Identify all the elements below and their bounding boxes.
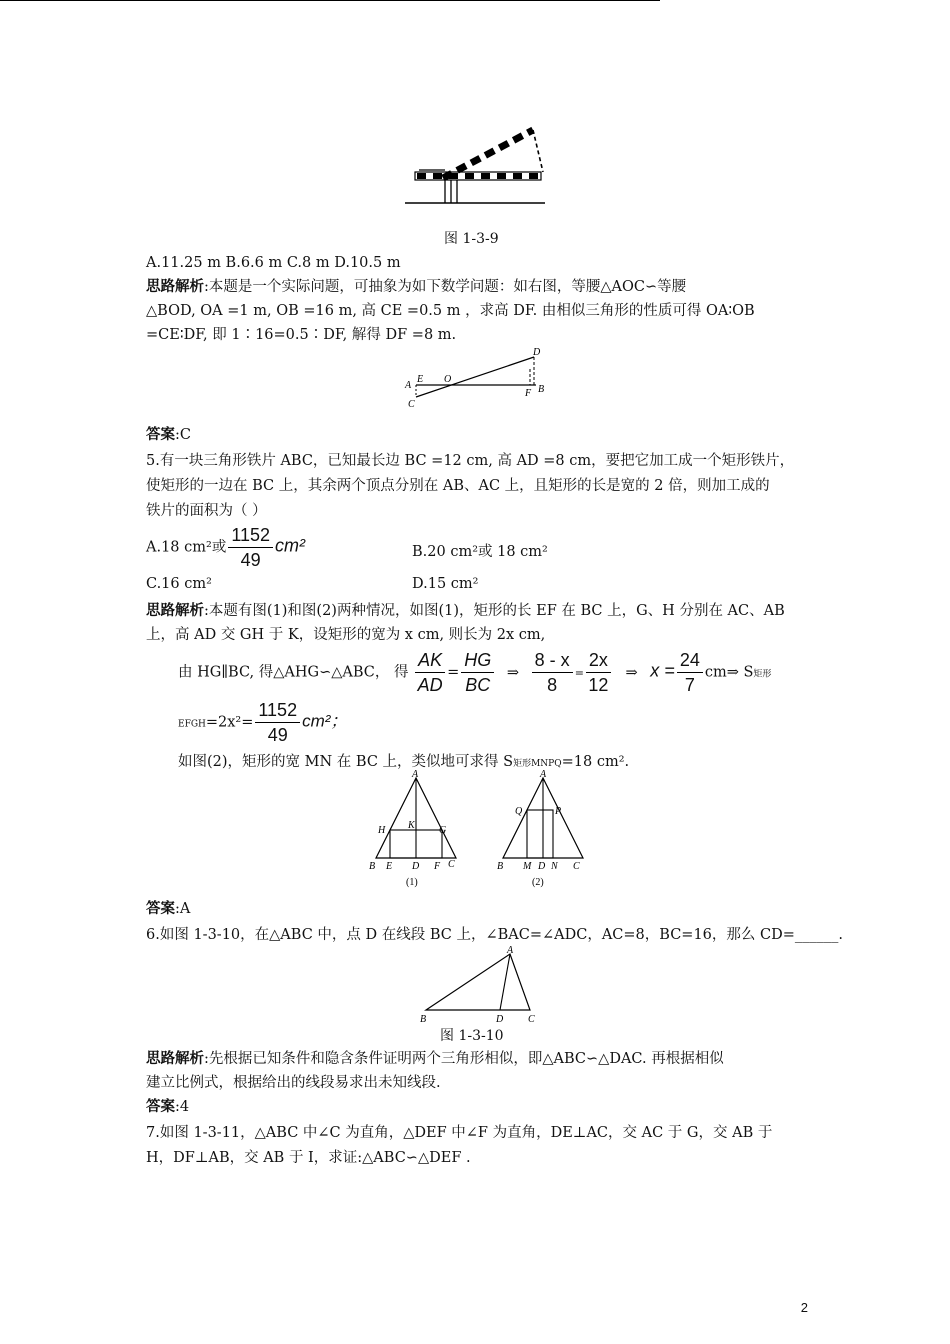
q4-options: A.11.25 m B.6.6 m C.8 m D.10.5 m [146, 255, 401, 271]
label-B: B [420, 1014, 427, 1025]
caption-2: (2) [532, 877, 544, 888]
figure-similar-triangles [404, 345, 554, 410]
q5-option-d: D.15 cm² [412, 576, 479, 592]
label-G: G [439, 825, 447, 836]
label-F: F [434, 861, 441, 872]
q4-answer [146, 425, 191, 445]
label-B: B [497, 861, 504, 872]
answer-value: :C [175, 427, 191, 443]
q6-hint-line-2: 建立比例式，根据给出的线段易求出未知线段. [146, 1075, 441, 1091]
q5-hint-line-2: 上，高 AD 交 GH 于 K，设矩形的宽为 x cm, 则长为 2x cm, [146, 627, 546, 643]
q5-option-a [146, 523, 305, 572]
label-A: A [412, 769, 419, 780]
figure-rect-in-triangle-2 [495, 770, 595, 890]
label-A: A [540, 769, 547, 780]
label-N: N [551, 861, 558, 872]
label-C: C [448, 859, 455, 870]
fraction-2x-12: $\frac{2x}{12}$ [586, 648, 611, 697]
figure-rect-in-triangle-1 [366, 770, 466, 890]
fraction-24-7: $\frac{24}{7}$ [677, 648, 703, 697]
label-C: C [573, 861, 580, 872]
q7-stem-1: 7.如图 1-3-11，△ABC 中∠C 为直角，△DEF 中∠F 为直角，DE⊥AC，交 AC 于 G，交 AB 于 [146, 1125, 773, 1141]
option-a-text: A.18 cm²或 [146, 539, 227, 556]
derivation-text: 由 HG∥BC, 得△AHG∽△ABC， 得 [178, 664, 409, 681]
q6-stem: 6.如图 1-3-10，在△ABC 中，点 D 在线段 BC 上，∠BAC=∠ADC，AC=8，BC=16，那么 CD=______. [146, 927, 843, 943]
q6-hint-line-1: 思路解析:先根据已知条件和隐含条件证明两个三角形相似，即△ABC∽△DAC. 再根据相似 [146, 1050, 724, 1067]
label-A: A [405, 380, 412, 391]
q5-option-b: B.20 cm²或 18 cm² [412, 544, 548, 560]
page-number: 2 [800, 1300, 808, 1315]
label-E: E [386, 861, 393, 872]
q5-answer: 答案:A [146, 900, 191, 917]
q4-hint-line-1 [146, 277, 686, 297]
label-O: O [444, 374, 452, 385]
label-D: D [538, 861, 546, 872]
q5-option-c: C.16 cm² [146, 576, 212, 592]
q5-stem-3: 铁片的面积为（ ） [146, 503, 267, 519]
label-C: C [528, 1014, 535, 1025]
q5-area-line: EFGH=2x²= $\frac{1152}{49}$ cm²； [178, 700, 348, 745]
q4-hint-line-3: =CE∶DF, 即 1∶16=0.5∶DF, 解得 DF =8 m. [146, 327, 457, 343]
fraction-ak-ad: $\frac{AK}{AD}$ [415, 648, 445, 697]
label-Q: Q [515, 806, 523, 817]
label-M: M [523, 861, 532, 872]
label-A: A [507, 945, 514, 956]
figure-1-3-9 [405, 120, 545, 220]
hint-text: :本题是一个实际问题，可抽象为如下数学问题：如右图，等腰△AOC∽等腰 [204, 279, 687, 295]
label-B: B [538, 384, 545, 395]
hint-text: :本题有图(1)和图(2)两种情况，如图(1)，矩形的长 EF 在 BC 上，G、H 分别在 AC、AB [204, 603, 785, 619]
label-H: H [378, 825, 386, 836]
q5-stem-2: 使矩形的一边在 BC 上，其余两个顶点分别在 AB、AC 上，且矩形的长是宽的 2 倍，则加工成的 [146, 478, 770, 494]
figure-caption: 图 1-3-9 [444, 231, 499, 247]
label-F: F [525, 388, 532, 399]
header-rule [0, 0, 660, 1]
fraction-hg-bc: $\frac{HG}{BC}$ [461, 648, 494, 697]
label-K: K [408, 820, 415, 831]
q4-hint-line-2: △BOD, OA =1 m, OB =16 m, 高 CE =0.5 m ，求高 DF. 由相似三角形的性质可得 OA∶OB [146, 303, 755, 319]
label-D: D [412, 861, 420, 872]
label-P: P [555, 806, 562, 817]
q5-hint-line-5: 如图(2)，矩形的宽 MN 在 BC 上，类似地可求得 S矩形MNPQ=18 cm². [178, 754, 630, 770]
answer-label: 答案 [146, 426, 175, 443]
label-D: D [533, 347, 541, 358]
q5-stem-1: 5.有一块三角形铁片 ABC，已知最长边 BC =12 cm, 高 AD =8 cm，要把它加工成一个矩形铁片， [146, 453, 795, 469]
hint-label: 思路解析 [146, 278, 204, 295]
option-a-fraction: $\frac{1152}{49}$ [228, 523, 273, 572]
label-E: E [417, 374, 424, 385]
fraction-1152-49: $\frac{1152}{49}$ [255, 698, 300, 747]
q5-derivation: 由 HG∥BC, 得△AHG∽△ABC， 得 $\frac{AK}{AD}$ = $\frac{HG}{BC}$ ⇒ $\frac{8 - x}{8}$ = $\frac{2x}{12}$ ⇒ x = $\frac{24}{7}$ cm⇒ S矩形 [178, 650, 772, 695]
q6-answer: 答案:4 [146, 1098, 190, 1115]
fraction-8-x: $\frac{8 - x}{8}$ [532, 648, 573, 697]
figure-caption-1-3-10: 图 1-3-10 [440, 1028, 504, 1044]
figure-1-3-10 [418, 945, 558, 1028]
caption-1: (1) [406, 877, 418, 888]
option-a-unit: cm² [275, 535, 306, 556]
q7-stem-2: H，DF⊥AB，交 AB 于 I，求证:△ABC∽△DEF . [146, 1150, 471, 1166]
hint-label: 思路解析 [146, 602, 204, 619]
x-equals: x = [650, 660, 675, 681]
label-C: C [408, 399, 415, 410]
label-B: B [369, 861, 376, 872]
q5-hint-line-1 [146, 601, 785, 621]
label-D: D [496, 1014, 504, 1025]
